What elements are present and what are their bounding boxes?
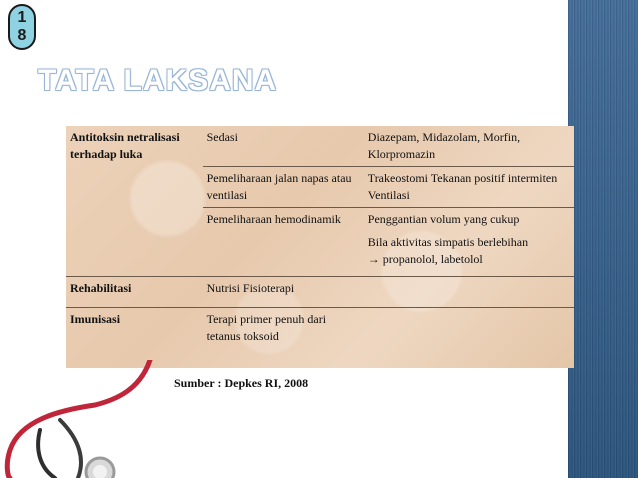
table-cell: [66, 208, 203, 277]
stethoscope-icon: [0, 360, 170, 478]
table-cell: Nutrisi Fisioterapi: [203, 277, 364, 308]
table-cell: Sedasi: [206, 130, 238, 144]
table-cell: Rehabilitasi: [66, 277, 203, 308]
table-row: [66, 308, 574, 349]
slide-number-line1: 1: [17, 9, 27, 26]
table-cell: Pemeliharaan hemodinamik: [203, 208, 364, 277]
table-cell: [364, 208, 574, 277]
slide-number-line2: 8: [17, 27, 27, 44]
table-row: [66, 126, 574, 167]
right-sidebar-decoration: [568, 0, 638, 478]
table-row: [66, 277, 574, 308]
table-cell: Diazepam, Midazolam, Morfin, Klorpromazin: [367, 130, 521, 161]
table-cell: [66, 167, 203, 208]
slide-title: TATA LAKSANA: [38, 64, 278, 97]
stethoscope-tube: [95, 360, 150, 405]
table-cell: Antitoksin netralisasi terhadap luka: [70, 130, 180, 161]
table-row: [66, 208, 574, 277]
slide-number-badge: [8, 4, 36, 50]
treatment-table-container: [66, 126, 574, 368]
table-cell: Imunisasi: [66, 308, 203, 349]
table-cell: Trakeostomi Tekanan positif intermiten Ventilasi: [364, 167, 574, 208]
stethoscope-earpiece: [60, 420, 81, 478]
cell-paragraph: Bila aktivitas simpatis berlebihan: [367, 235, 529, 249]
stethoscope-earpiece: [38, 430, 55, 478]
source-citation: Sumber : Depkes RI, 2008: [174, 376, 309, 390]
treatment-table: [66, 126, 574, 348]
table-row: [66, 167, 574, 208]
table-cell: Pemeliharaan jalan napas atau ventilasi: [203, 167, 364, 208]
cell-paragraph: → propanolol, labetolol: [367, 252, 483, 266]
cell-paragraph: Penggantian volum yang cukup: [367, 212, 520, 226]
table-cell: [364, 308, 574, 349]
table-cell: [364, 277, 574, 308]
table-cell: Terapi primer penuh dari tetanus toksoid: [203, 308, 364, 349]
